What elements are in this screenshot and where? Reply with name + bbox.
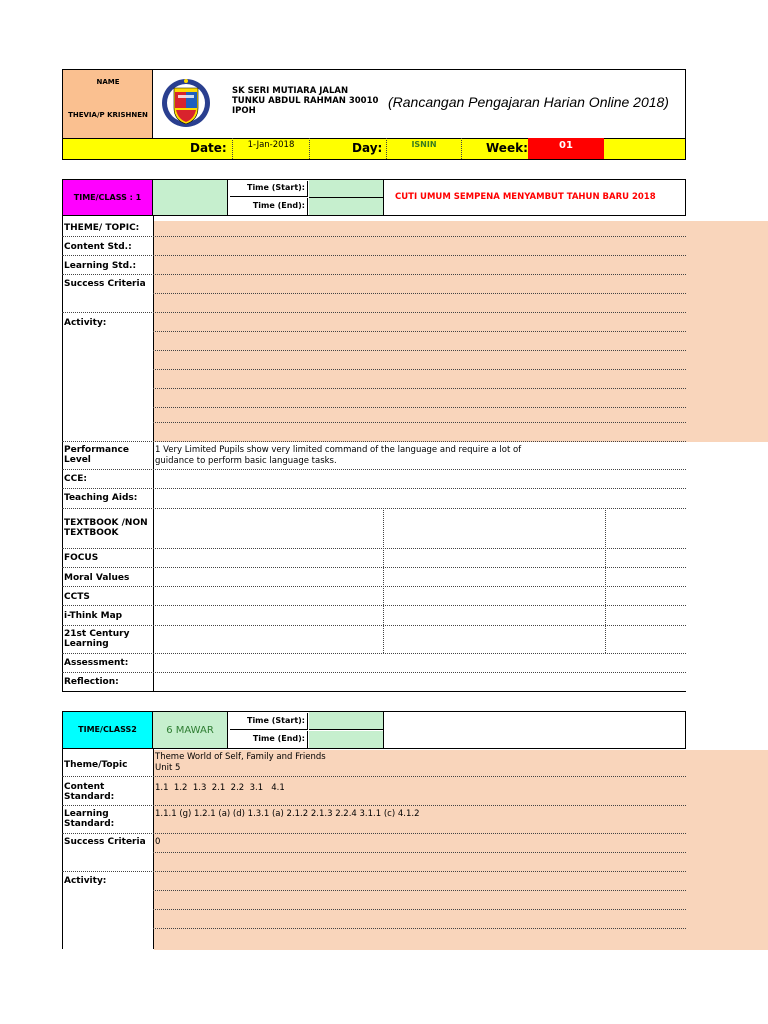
class2-time-end-label: Time (End): bbox=[230, 731, 308, 748]
class2-time-start-label: Time (Start): bbox=[230, 713, 308, 730]
label-textbook: TEXTBOOK /NON TEXTBOOK bbox=[64, 518, 148, 538]
class2-success-value: 0 bbox=[155, 837, 161, 847]
class2-content-area[interactable] bbox=[154, 750, 768, 950]
label-moral-values: Moral Values bbox=[64, 573, 130, 583]
name-cell bbox=[63, 70, 153, 138]
plan-title: (Rancangan Pengajaran Harian Online 2018) bbox=[388, 94, 669, 110]
class2-label-learning: Learning Standard: bbox=[64, 809, 115, 829]
performance-text-line1: 1 Very Limited Pupils show very limited command of the language and require a lot of bbox=[155, 445, 522, 455]
class2-label-theme: Theme/Topic bbox=[64, 760, 128, 770]
holiday-note: CUTI UMUM SEMPENA MENYAMBUT TAHUN BARU 2018 bbox=[395, 192, 656, 202]
date-value: 1-Jan-2018 bbox=[232, 138, 310, 159]
school-logo bbox=[160, 70, 212, 136]
performance-text-line2: guidance to perform basic language tasks. bbox=[155, 456, 337, 466]
label-performance-level: Performance Level bbox=[64, 445, 129, 465]
class2-time-end-input[interactable] bbox=[309, 731, 383, 748]
label-cce: CCE: bbox=[64, 474, 87, 484]
label-activity: Activity: bbox=[64, 318, 107, 328]
label-reflection: Reflection: bbox=[64, 677, 119, 687]
label-ccts: CCTS bbox=[64, 592, 90, 602]
class1-time-class-label: TIME/CLASS : 1 bbox=[63, 180, 153, 215]
label-assessment: Assessment: bbox=[64, 658, 129, 668]
class2-learning-value: 1.1.1 (g) 1.2.1 (a) (d) 1.3.1 (a) 2.1.2 2.1.3 2.2.4 3.1.1 (c) 4.1.2 bbox=[155, 809, 420, 819]
day-label: Day: bbox=[352, 141, 383, 155]
school-name-line1: SK SERI MUTIARA JALAN bbox=[232, 86, 349, 96]
date-label: Date: bbox=[190, 141, 227, 155]
label-learning-std: Learning Std.: bbox=[64, 261, 137, 271]
teacher-name: THEVIA/P KRISHNEN bbox=[68, 111, 148, 119]
class1-time-end-label: Time (End): bbox=[230, 198, 308, 215]
class1-time-end-input[interactable] bbox=[309, 198, 383, 215]
class1-time-start-label: Time (Start): bbox=[230, 181, 308, 197]
class1-time-start-input[interactable] bbox=[309, 180, 383, 198]
class1-class-value bbox=[153, 180, 228, 215]
class2-theme-line2: Unit 5 bbox=[155, 763, 181, 773]
class2-content-value: 1.1 1.2 1.3 2.1 2.2 3.1 4.1 bbox=[155, 783, 285, 793]
label-21st-century: 21st Century Learning bbox=[64, 629, 130, 649]
class2-class-value[interactable]: 6 MAWAR bbox=[153, 712, 228, 748]
label-content-std: Content Std.: bbox=[64, 242, 132, 252]
school-crest-icon bbox=[160, 70, 212, 136]
school-name-line2: TUNKU ABDUL RAHMAN 30010 bbox=[232, 96, 379, 106]
class2-label-success: Success Criteria bbox=[64, 837, 146, 847]
school-name-line3: IPOH bbox=[232, 106, 256, 116]
day-value: ISNIN bbox=[386, 138, 462, 159]
label-focus: FOCUS bbox=[64, 553, 99, 563]
label-ithink-map: i-Think Map bbox=[64, 611, 123, 621]
week-label: Week: bbox=[486, 141, 528, 155]
class2-time-start-input[interactable] bbox=[309, 712, 383, 730]
class2-label-content: Content Standard: bbox=[64, 782, 115, 802]
label-teaching-aids: Teaching Aids: bbox=[64, 493, 138, 503]
class2-label-activity: Activity: bbox=[64, 876, 107, 886]
label-theme-topic: THEME/ TOPIC: bbox=[64, 223, 140, 233]
name-label: NAME bbox=[96, 78, 120, 86]
class2-time-class-label: TIME/CLASS2 bbox=[63, 712, 153, 748]
week-value: 01 bbox=[528, 138, 604, 159]
class2-theme-line1: Theme World of Self, Family and Friends bbox=[155, 752, 326, 762]
label-success-criteria: Success Criteria bbox=[64, 279, 146, 289]
